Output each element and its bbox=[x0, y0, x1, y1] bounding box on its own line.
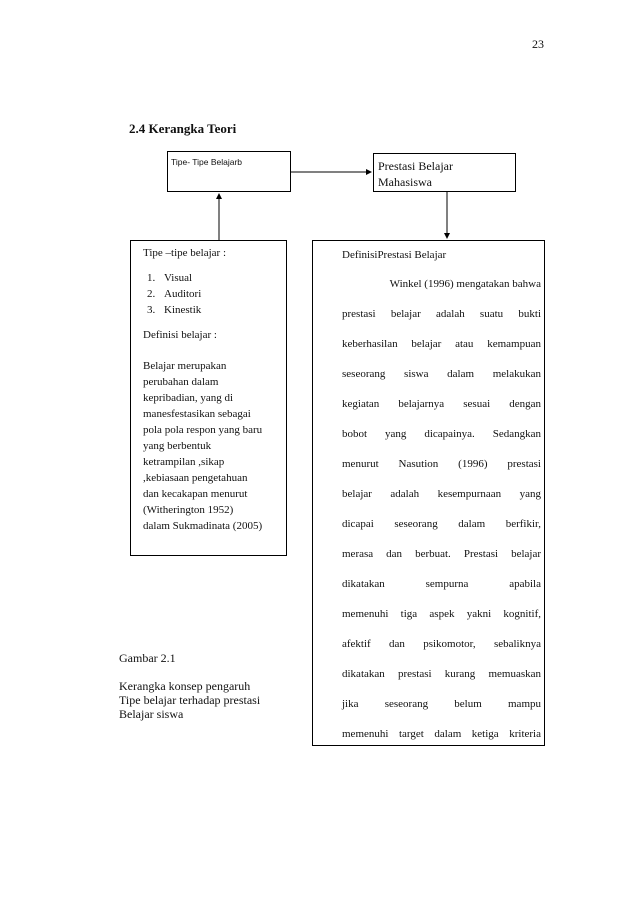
paragraph-line: yang berbentuk bbox=[143, 440, 212, 452]
paragraph-line: ketrampilan ,sikap bbox=[143, 456, 225, 468]
box-tipe-belajar bbox=[167, 151, 291, 192]
text-line: memenuhi target dalam ketiga kriteria bbox=[342, 728, 541, 740]
box-prestasi-belajar bbox=[373, 153, 516, 192]
page-number: 23 bbox=[532, 37, 544, 51]
paragraph-line: perubahan dalam bbox=[143, 376, 219, 388]
text-line: belajar adalah kesempurnaan yang bbox=[342, 488, 541, 500]
text-line: dicapai seseorang dalam berfikir, bbox=[342, 518, 541, 530]
definition-paragraph bbox=[143, 358, 283, 534]
paragraph-line: dan kecakapan menurut bbox=[143, 488, 248, 500]
list-item: 1. Visual bbox=[147, 272, 193, 284]
right-box-title: DefinisiPrestasi Belajar bbox=[342, 249, 447, 261]
box-tipe-tipe-belajar bbox=[130, 240, 287, 556]
definition-text bbox=[342, 276, 541, 756]
learning-type-list bbox=[147, 270, 201, 318]
text-line: bobot yang dicapainya. Sedangkan bbox=[342, 428, 541, 440]
list-item: 2. Auditori bbox=[147, 288, 202, 300]
text-line: jika seseorang belum mampu bbox=[342, 698, 541, 710]
paragraph-line: kepribadian, yang di bbox=[143, 392, 234, 404]
text-line: keberhasilan belajar atau kemampuan bbox=[342, 338, 541, 350]
figure-label: Gambar 2.1 bbox=[119, 651, 176, 665]
text-line: dikatakan sempurna apabila bbox=[342, 578, 541, 590]
list-item: 3. Kinestik bbox=[147, 304, 202, 316]
paragraph-line: ,kebiasaan pengetahuan bbox=[143, 472, 248, 484]
text-line: prestasi belajar adalah suatu bukti bbox=[342, 308, 541, 320]
paragraph-line: manesfestasikan sebagai bbox=[143, 408, 251, 420]
caption-line: Belajar siswa bbox=[119, 707, 184, 721]
left-box-title: Tipe –tipe belajar : bbox=[143, 247, 226, 259]
box-definisi-prestasi bbox=[312, 240, 545, 746]
section-heading: 2.4 Kerangka Teori bbox=[129, 121, 237, 136]
paragraph-line: pola pola respon yang baru bbox=[143, 424, 263, 436]
text-line: Winkel (1996) mengatakan bahwa bbox=[389, 278, 541, 290]
text-line: menurut Nasution (1996) prestasi bbox=[342, 458, 541, 470]
paragraph-line: (Witherington 1952) bbox=[143, 504, 234, 516]
box-tipe-label: Tipe- Tipe Belajarb bbox=[171, 157, 243, 167]
caption-line: Kerangka konsep pengaruh bbox=[119, 679, 251, 693]
paragraph-line: Belajar merupakan bbox=[143, 360, 227, 372]
text-line: kegiatan belajarnya sesuai dengan bbox=[342, 398, 541, 410]
figure-caption bbox=[119, 651, 260, 721]
text-line: merasa dan berbuat. Prestasi belajar bbox=[342, 548, 541, 560]
box-prestasi-line-2: Mahasiswa bbox=[378, 175, 432, 189]
text-line: memenuhi tiga aspek yakni kognitif, bbox=[342, 608, 541, 620]
text-line: dikatakan prestasi kurang memuaskan bbox=[342, 668, 541, 680]
text-line: afektif dan psikomotor, sebaliknya bbox=[342, 638, 541, 650]
box-prestasi-line-1: Prestasi Belajar bbox=[378, 159, 453, 173]
paragraph-line: dalam Sukmadinata (2005) bbox=[143, 520, 263, 532]
definition-label: Definisi belajar : bbox=[143, 329, 217, 341]
caption-line: Tipe belajar terhadap prestasi bbox=[119, 693, 261, 707]
text-line: seseorang siswa dalam melakukan bbox=[342, 368, 541, 380]
